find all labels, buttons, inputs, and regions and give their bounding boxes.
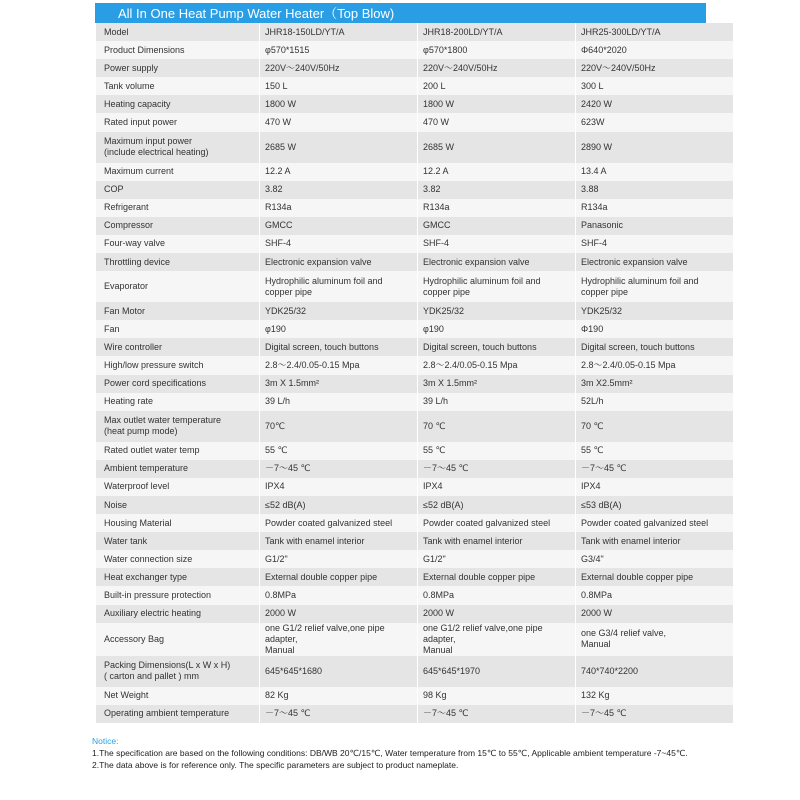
table-row: [96, 217, 734, 235]
row-label: High/low pressure switch: [96, 356, 260, 374]
table-row: [96, 235, 734, 253]
spec-value: ≤53 dB(A): [576, 496, 734, 514]
row-label: Waterproof level: [96, 478, 260, 496]
table-row: [96, 550, 734, 568]
spec-value: 0.8MPa: [576, 586, 734, 604]
table-row: [96, 705, 734, 723]
notes-title: Notice:: [92, 736, 119, 746]
row-label: Power cord specifications: [96, 375, 260, 393]
spec-value: 70 ℃: [576, 411, 734, 442]
spec-value: 3m X 1.5mm²: [260, 375, 418, 393]
table-row: [96, 253, 734, 271]
spec-value: 470 W: [260, 113, 418, 131]
spec-value: Hydrophilic aluminum foil and copper pipe: [418, 271, 576, 302]
spec-value: SHF-4: [418, 235, 576, 253]
spec-value: IPX4: [576, 478, 734, 496]
spec-value: GMCC: [418, 217, 576, 235]
row-label: Accessory Bag: [96, 623, 260, 656]
spec-value: Electronic expansion valve: [576, 253, 734, 271]
spec-table: [95, 23, 733, 723]
spec-value: one G3/4 relief valve, Manual: [576, 623, 734, 656]
table-row: [96, 478, 734, 496]
spec-value: 12.2 A: [260, 163, 418, 181]
spec-value: 82 Kg: [260, 687, 418, 705]
spec-value: Powder coated galvanized steel: [260, 514, 418, 532]
row-label: Water tank: [96, 532, 260, 550]
table-row: [96, 302, 734, 320]
note-line-2: 2.The data above is for reference only. The specific parameters are subject to product nameplate.: [92, 760, 459, 770]
spec-value: one G1/2 relief valve,one pipe adapter, Manual: [260, 623, 418, 656]
row-label: Wire controller: [96, 338, 260, 356]
spec-value: 55 ℃: [576, 442, 734, 460]
spec-value: －7～45 ℃: [418, 705, 576, 723]
spec-value: 98 Kg: [418, 687, 576, 705]
table-row: [96, 320, 734, 338]
spec-value: 220V～240V/50Hz: [260, 59, 418, 77]
row-label: Evaporator: [96, 271, 260, 302]
row-label: Ambient temperature: [96, 460, 260, 478]
table-row: [96, 496, 734, 514]
spec-value: R134a: [418, 199, 576, 217]
table-row: [96, 375, 734, 393]
row-label: Housing Material: [96, 514, 260, 532]
spec-value: 132 Kg: [576, 687, 734, 705]
row-label: Compressor: [96, 217, 260, 235]
spec-value: 200 L: [418, 77, 576, 95]
row-label: Heat exchanger type: [96, 568, 260, 586]
spec-value: 2685 W: [260, 132, 418, 163]
spec-value: 2890 W: [576, 132, 734, 163]
spec-value: G3/4": [576, 550, 734, 568]
spec-value: 55 ℃: [260, 442, 418, 460]
table-row: [96, 460, 734, 478]
spec-value: 645*645*1680: [260, 656, 418, 687]
row-label: COP: [96, 181, 260, 199]
spec-value: G1/2": [260, 550, 418, 568]
spec-value: 13.4 A: [576, 163, 734, 181]
spec-value: 2000 W: [260, 605, 418, 623]
spec-value: －7～45 ℃: [418, 460, 576, 478]
row-label: Tank volume: [96, 77, 260, 95]
spec-value: 2420 W: [576, 95, 734, 113]
spec-value: External double copper pipe: [260, 568, 418, 586]
spec-value: 150 L: [260, 77, 418, 95]
spec-value: 3.82: [260, 181, 418, 199]
table-row: [96, 95, 734, 113]
table-row: [96, 514, 734, 532]
spec-value: 0.8MPa: [260, 586, 418, 604]
spec-value: 3m X 1.5mm²: [418, 375, 576, 393]
table-row: [96, 656, 734, 687]
spec-value: 3.82: [418, 181, 576, 199]
spec-value: Tank with enamel interior: [576, 532, 734, 550]
spec-value: －7～45 ℃: [260, 705, 418, 723]
spec-value: YDK25/32: [260, 302, 418, 320]
spec-value: 3m X2.5mm²: [576, 375, 734, 393]
notes-section: [92, 735, 688, 771]
spec-value: SHF-4: [576, 235, 734, 253]
table-row: [96, 338, 734, 356]
spec-value: Tank with enamel interior: [260, 532, 418, 550]
row-label: Rated outlet water temp: [96, 442, 260, 460]
spec-value: 2000 W: [576, 605, 734, 623]
row-label: Fan Motor: [96, 302, 260, 320]
spec-value: Digital screen, touch buttons: [260, 338, 418, 356]
row-label: Water connection size: [96, 550, 260, 568]
spec-value: Electronic expansion valve: [260, 253, 418, 271]
spec-value: 1800 W: [260, 95, 418, 113]
spec-value: 2685 W: [418, 132, 576, 163]
spec-value: 39 L/h: [418, 393, 576, 411]
table-title: All In One Heat Pump Water Heater（Top Blow): [118, 6, 395, 21]
spec-value: 2.8～2.4/0.05-0.15 Mpa: [418, 356, 576, 374]
spec-value: 1800 W: [418, 95, 576, 113]
table-row: [96, 623, 734, 656]
row-label: Power supply: [96, 59, 260, 77]
spec-value: 220V～240V/50Hz: [576, 59, 734, 77]
spec-value: －7～45 ℃: [260, 460, 418, 478]
spec-value: GMCC: [260, 217, 418, 235]
table-title-banner: [95, 3, 706, 24]
table-row: [96, 393, 734, 411]
spec-value: 52L/h: [576, 393, 734, 411]
spec-value: 70℃: [260, 411, 418, 442]
spec-value: 55 ℃: [418, 442, 576, 460]
row-label: Product Dimensions: [96, 41, 260, 59]
table-row: [96, 605, 734, 623]
table-row: [96, 568, 734, 586]
table-row: [96, 271, 734, 302]
spec-value: External double copper pipe: [576, 568, 734, 586]
table-row: [96, 532, 734, 550]
spec-value: Φ640*2020: [576, 41, 734, 59]
spec-value: 645*645*1970: [418, 656, 576, 687]
spec-value: External double copper pipe: [418, 568, 576, 586]
spec-value: Φ190: [576, 320, 734, 338]
spec-value: JHR18-200LD/YT/A: [418, 23, 576, 41]
row-label: Throttling device: [96, 253, 260, 271]
spec-value: 0.8MPa: [418, 586, 576, 604]
spec-value: 740*740*2200: [576, 656, 734, 687]
spec-value: 220V～240V/50Hz: [418, 59, 576, 77]
table-row: [96, 41, 734, 59]
spec-value: 2.8～2.4/0.05-0.15 Mpa: [576, 356, 734, 374]
row-label: Net Weight: [96, 687, 260, 705]
spec-value: YDK25/32: [576, 302, 734, 320]
spec-value: 12.2 A: [418, 163, 576, 181]
table-row: [96, 442, 734, 460]
table-row: [96, 199, 734, 217]
table-row: [96, 113, 734, 131]
spec-value: 39 L/h: [260, 393, 418, 411]
spec-value: 70 ℃: [418, 411, 576, 442]
spec-value: φ570*1515: [260, 41, 418, 59]
spec-value: YDK25/32: [418, 302, 576, 320]
spec-value: 300 L: [576, 77, 734, 95]
table-row: [96, 411, 734, 442]
table-row: [96, 586, 734, 604]
table-row: [96, 356, 734, 374]
spec-value: Digital screen, touch buttons: [576, 338, 734, 356]
spec-value: φ570*1800: [418, 41, 576, 59]
spec-value: 470 W: [418, 113, 576, 131]
row-label: Operating ambient temperature: [96, 705, 260, 723]
row-label: Rated input power: [96, 113, 260, 131]
spec-value: G1/2": [418, 550, 576, 568]
row-label: Refrigerant: [96, 199, 260, 217]
spec-value: R134a: [576, 199, 734, 217]
spec-value: 2000 W: [418, 605, 576, 623]
table-row: [96, 687, 734, 705]
spec-value: 3.88: [576, 181, 734, 199]
spec-value: JHR18-150LD/YT/A: [260, 23, 418, 41]
row-label: Built-in pressure protection: [96, 586, 260, 604]
spec-value: Electronic expansion valve: [418, 253, 576, 271]
table-row: [96, 132, 734, 163]
row-label: Packing Dimensions(L x W x H) ( carton and pallet ) mm: [96, 656, 260, 687]
spec-value: R134a: [260, 199, 418, 217]
spec-value: SHF-4: [260, 235, 418, 253]
row-label: Noise: [96, 496, 260, 514]
spec-value: Digital screen, touch buttons: [418, 338, 576, 356]
spec-value: Panasonic: [576, 217, 734, 235]
spec-value: Tank with enamel interior: [418, 532, 576, 550]
row-label: Model: [96, 23, 260, 41]
row-label: Fan: [96, 320, 260, 338]
spec-value: Hydrophilic aluminum foil and copper pipe: [260, 271, 418, 302]
row-label: Heating capacity: [96, 95, 260, 113]
spec-value: IPX4: [418, 478, 576, 496]
table-row: [96, 59, 734, 77]
spec-value: －7～45 ℃: [576, 460, 734, 478]
row-label: Heating rate: [96, 393, 260, 411]
spec-value: ≤52 dB(A): [418, 496, 576, 514]
spec-value: 2.8～2.4/0.05-0.15 Mpa: [260, 356, 418, 374]
row-label: Four-way valve: [96, 235, 260, 253]
table-row: [96, 163, 734, 181]
note-line-1: 1.The specification are based on the following conditions: DB/WB 20℃/15℃, Water temperature from 15℃ to 55℃, Applicable ambient temperature -7~45℃.: [92, 748, 688, 758]
spec-value: 623W: [576, 113, 734, 131]
row-label: Maximum current: [96, 163, 260, 181]
table-row: [96, 77, 734, 95]
spec-value: φ190: [260, 320, 418, 338]
spec-value: φ190: [418, 320, 576, 338]
row-label: Auxiliary electric heating: [96, 605, 260, 623]
table-row: [96, 23, 734, 41]
spec-value: JHR25-300LD/YT/A: [576, 23, 734, 41]
spec-value: Hydrophilic aluminum foil and copper pipe: [576, 271, 734, 302]
spec-value: Powder coated galvanized steel: [576, 514, 734, 532]
spec-value: ≤52 dB(A): [260, 496, 418, 514]
row-label: Max outlet water temperature (heat pump mode): [96, 411, 260, 442]
spec-value: －7～45 ℃: [576, 705, 734, 723]
table-row: [96, 181, 734, 199]
row-label: Maximum input power (include electrical heating): [96, 132, 260, 163]
spec-value: IPX4: [260, 478, 418, 496]
spec-value: Powder coated galvanized steel: [418, 514, 576, 532]
spec-value: one G1/2 relief valve,one pipe adapter, Manual: [418, 623, 576, 656]
